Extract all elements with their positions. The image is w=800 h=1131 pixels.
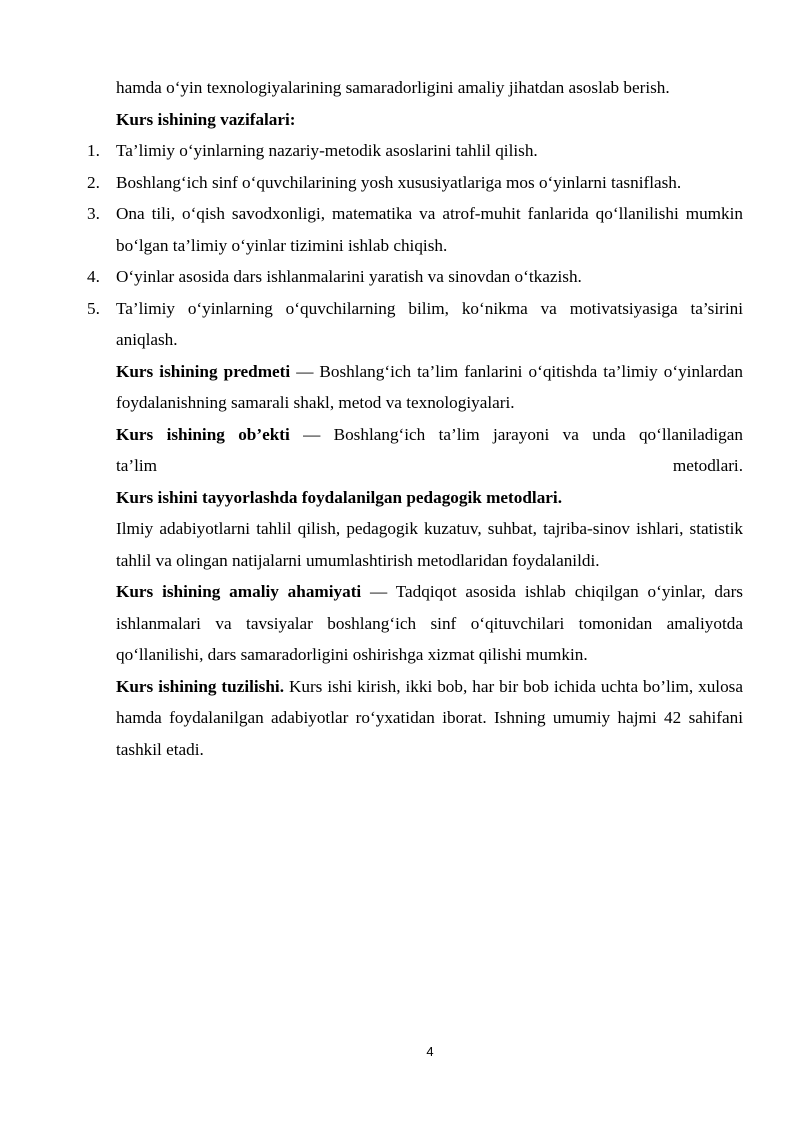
structure-paragraph xyxy=(87,671,743,766)
page-content xyxy=(87,72,743,765)
significance-label: Kurs ishining amaliy ahamiyati xyxy=(116,582,362,601)
page-number: 4 xyxy=(426,1044,434,1059)
tasks-heading: Kurs ishining vazifalari: xyxy=(116,109,296,129)
methods-heading: Kurs ishini tayyorlashda foydalanilgan pedagogik metodlari. xyxy=(116,487,562,507)
significance-paragraph xyxy=(87,576,743,671)
subject-paragraph xyxy=(87,356,743,419)
list-item-text: O‘yinlar asosida dars ishlanmalarini yaratish va sinovdan o‘tkazish. xyxy=(116,267,582,286)
list-item-text: Boshlang‘ich sinf o‘quvchilarining yosh xususiyatlariga mos o‘yinlarni tasniflash. xyxy=(116,172,682,192)
object-label: Kurs ishining ob’ekti xyxy=(116,424,290,444)
structure-label: Kurs ishining tuzilishi. xyxy=(116,676,284,696)
subject-text: — Boshlang‘ich ta’lim fanlarini o‘qitishda ta’limiy o‘yinlardan foydalanishning samarali shakl, metod va texnologiyalari. xyxy=(116,361,743,412)
list-item xyxy=(87,167,743,199)
subject-label: Kurs ishining predmeti xyxy=(116,361,291,381)
list-item xyxy=(87,261,743,293)
object-paragraph xyxy=(87,419,743,451)
structure-text: Kurs ishi kirish, ikki bob, har bir bob ichida uchta bo’lim, xulosa hamda foydalanilgan adabiyotlar ro‘yxatidan iborat. Ishning umumiy hajmi 42 sahifani tashkil etadi. xyxy=(116,676,743,759)
object-paragraph-line2: ta’lim metodlari. xyxy=(116,456,743,475)
list-item xyxy=(87,135,743,167)
methods-paragraph: Ilmiy adabiyotlarni tahlil qilish, pedagogik kuzatuv, suhbat, tajriba-sinov ishlari, statistik tahlil va olingan natijalarni umumlashtirish metodlaridan foydalanildi. xyxy=(116,519,743,570)
intro-paragraph: hamda o‘yin texnologiyalarining samaradorligini amaliy jihatdan asoslab berish. xyxy=(116,78,670,97)
list-item-text: Ta’limiy o‘yinlarning o‘quvchilarning bilim, ko‘nikma va motivatsiyasiga ta’sirini aniqlash. xyxy=(116,298,743,349)
list-item-number: 4. xyxy=(87,267,100,286)
list-item xyxy=(87,293,743,356)
list-item-text: Ta’limiy o‘yinlarning nazariy-metodik asoslarini tahlil qilish. xyxy=(116,141,538,160)
list-item-number: 5. xyxy=(87,298,100,318)
list-item xyxy=(87,198,743,261)
list-item-text: Ona tili, o‘qish savodxonligi, matematika va atrof-muhit fanlarida qo‘llanilishi mumkin bo‘lgan ta’limiy o‘yinlar tizimini ishlab chiqish. xyxy=(116,204,743,255)
tasks-list xyxy=(87,135,743,356)
list-item-number: 2. xyxy=(87,172,100,192)
list-item-number: 3. xyxy=(87,204,100,223)
significance-text: — Tadqiqot asosida ishlab chiqilgan o‘yinlar, dars ishlanmalari va tavsiyalar boshlang‘ich sinf o‘qituvchilari tomonidan amaliyotda qo‘llanilishi, dars samaradorligini oshirishga xizmat qilishi mumkin. xyxy=(116,582,743,664)
object-text-line1: — Boshlang‘ich ta’lim jarayoni va unda qo‘llaniladigan xyxy=(289,424,743,444)
list-item-number: 1. xyxy=(87,141,100,160)
